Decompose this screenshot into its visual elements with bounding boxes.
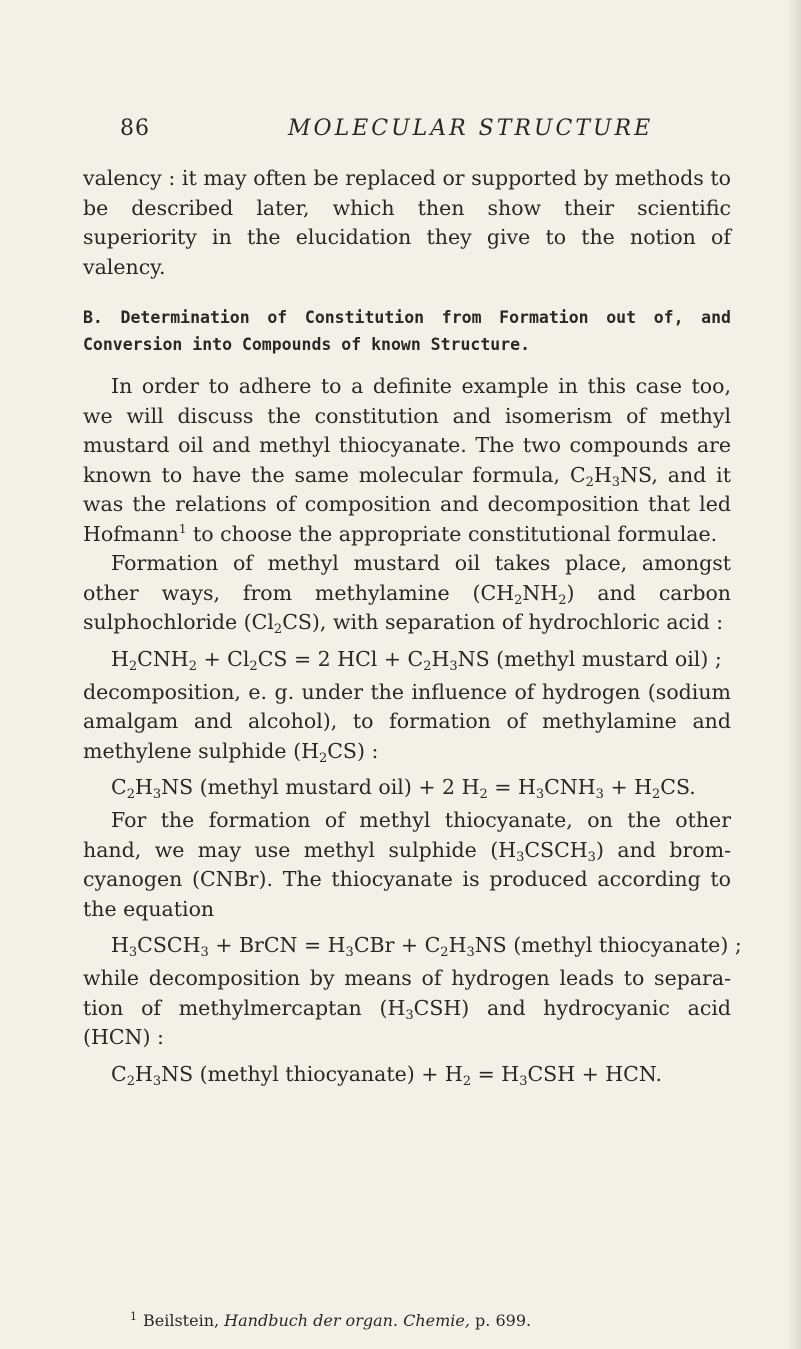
formula-ch2nh2: $CH_2NH_2$ (480, 580, 567, 608)
paragraph-thiocyanate-decomposition: while decomposition by means of hydrogen leads to separa-tion of methylmercaptan $(H_3CSH)$ and hydrocyanic acid (HCN) : (83, 966, 731, 1049)
page-edge-shadow (787, 0, 801, 1349)
equation-thiocyanate-formation: $H_3CSCH_3$ + BrCN = $H_3CBr + C_2H_3NS$ (methyl thiocyanate) ; (111, 933, 742, 960)
formula-cl2cs: $Cl_2CS$ (251, 610, 312, 637)
formula-c2h3ns: $C_2H_3NS$ (569, 462, 652, 490)
paragraph-formation-mustard-oil: Formation of methyl mustard oil takes place, amongst other ways, from methylamine $(CH_2NH_2)$ and carbon sulphochloride $(Cl_2CS)$, with separation of hydrochloric acid : (83, 551, 731, 637)
paragraph-intro: valency : it may often be replaced or supported by methods to be described later, which then show their scientific superiority in the elucidation they give to the notion of valency. (83, 166, 731, 279)
section-heading: B. Determination of Constitution from Formation out of, and Conversion into Compounds of known Structure. (83, 308, 731, 354)
paragraph-decomposition: decomposition, e. g. under the influence of hydrogen (sodium amalgam and alcohol), to formation of methylamine and methylene sulphide $(H_2CS)$ : (83, 679, 731, 766)
footnote: $^1$ Beilstein, Handbuch der organ. Chemie, p. 699. (130, 1310, 532, 1330)
running-title: MOLECULAR STRUCTURE (288, 116, 654, 141)
formula-h3csch3: $H_3CSCH_3$ (498, 837, 596, 865)
body-text (83, 164, 742, 1093)
page-number: 86 (120, 116, 150, 141)
equation-thiocyanate-decomposition: $C_2H_3NS$ (methyl thiocyanate) + $H_2 = H_3CSH$ + HCN. (111, 1061, 662, 1089)
equation-mustard-oil-decomposition: $C_2H_3NS$ (methyl mustard oil) + 2 $H_2 = H_3CNH_3 + H_2CS$. (111, 775, 696, 802)
footnote-reference: 1 (178, 521, 187, 536)
footnote-book-title: Handbuch der organ. Chemie, (224, 1311, 470, 1330)
paragraph-formation-thiocyanate: For the formation of methyl thiocyanate, on the other hand, we may use methyl sulphide $(H_3CSCH_3)$ and brom-cyanogen (CNBr). The thiocyanate is produced according to the equation (83, 808, 731, 921)
formula-h3csh: $H_3CSH$ (387, 995, 462, 1023)
paragraph-example: In order to adhere to a definite example in this case too, we will discuss the constitution and isomerism of methyl mustard oil and methyl thiocyanate. The two compounds are known to have the same molecular formula, $C_2H_3NS$, and it was the relations of composition and decomposition that led Hofmann$^1$ to choose the appropriate constitutional formulae. (83, 374, 731, 546)
formula-h2cs: $H_2CS$ (301, 738, 357, 766)
footnote-mark: 1 (130, 1310, 137, 1323)
equation-mustard-oil-formation: $H_2CNH_2 + Cl_2CS = 2$ HCl + $C_2H_3NS$ (methyl mustard oil) ; (111, 646, 722, 674)
page-header (0, 116, 801, 146)
